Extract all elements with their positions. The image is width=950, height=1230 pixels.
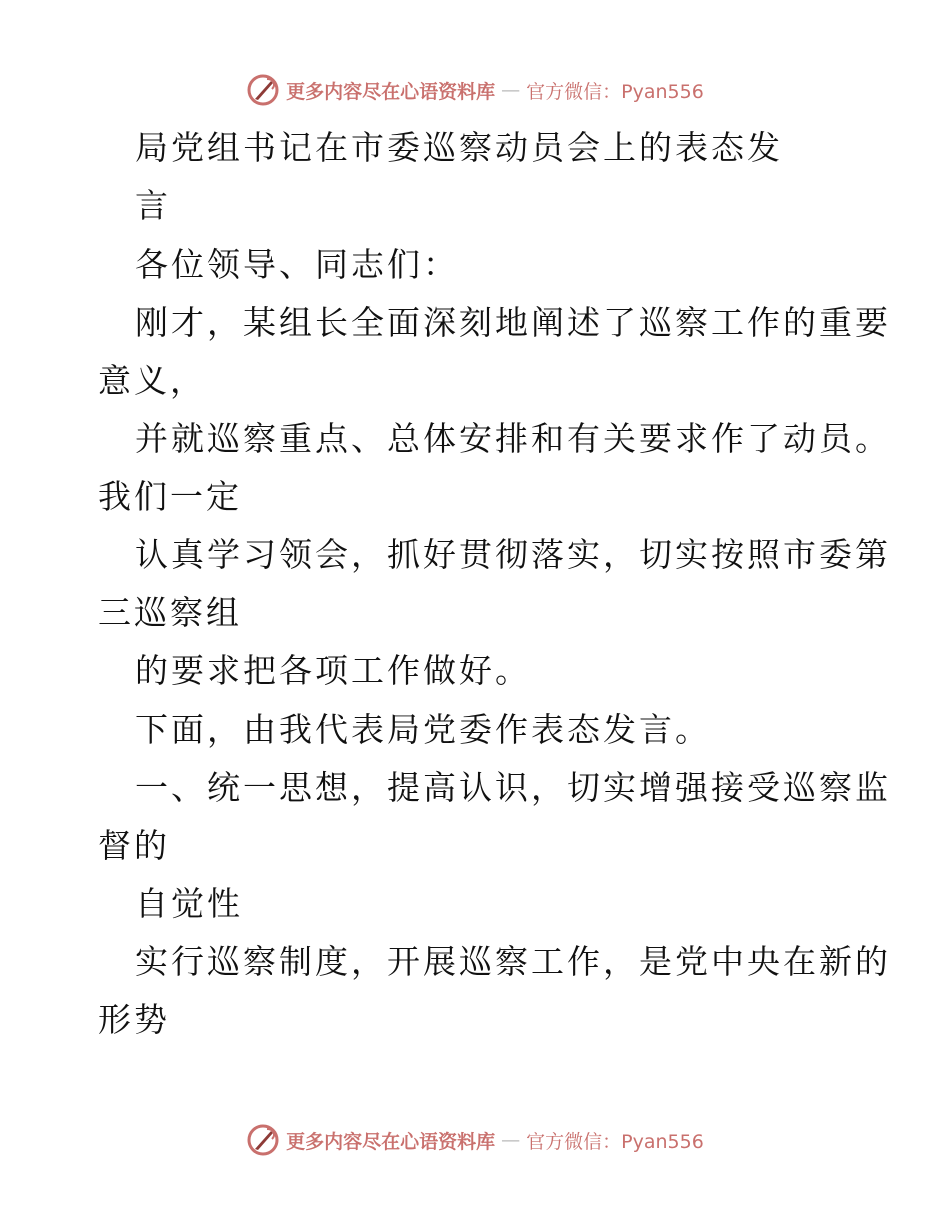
paragraph-line: 实行巡察制度，开展巡察工作，是党中央在新的 xyxy=(135,942,891,981)
paragraph-line: 意义， xyxy=(98,361,206,400)
watermark-separator: — xyxy=(501,1129,521,1151)
section-heading-line-3: 自觉性 xyxy=(135,884,243,923)
paragraph-line: 认真学习领会，抓好贯彻落实，切实按照市委第 xyxy=(135,535,891,574)
paragraph-line: 我们一定 xyxy=(98,477,242,516)
paragraph-line: 三巡察组 xyxy=(98,593,242,632)
document-title-line-1: 局党组书记在市委巡察动员会上的表态发 xyxy=(135,128,783,167)
paragraph-line: 下面，由我代表局党委作表态发言。 xyxy=(135,710,711,749)
watermark-wechat: 官方微信：Pyan556 xyxy=(526,80,704,103)
watermark-brand: 更多内容尽在心语资料库 xyxy=(286,80,496,103)
watermark-separator: — xyxy=(501,79,521,101)
section-heading-line-2: 督的 xyxy=(98,826,170,865)
footer-watermark xyxy=(0,1120,950,1160)
document-title-line-2: 言 xyxy=(135,186,171,225)
watermark-wechat: 官方微信：Pyan556 xyxy=(526,1130,704,1153)
paragraph-line: 的要求把各项工作做好。 xyxy=(135,651,531,690)
salutation: 各位领导、同志们： xyxy=(135,245,459,284)
watermark-brand: 更多内容尽在心语资料库 xyxy=(286,1130,496,1153)
section-heading-line-1: 一、统一思想，提高认识，切实增强接受巡察监 xyxy=(135,768,891,807)
paragraph-line: 并就巡察重点、总体安排和有关要求作了动员。 xyxy=(135,419,891,458)
paragraph-line: 形势 xyxy=(98,1000,170,1039)
quill-logo-icon xyxy=(246,1123,280,1157)
paragraph-line: 刚才，某组长全面深刻地阐述了巡察工作的重要 xyxy=(135,303,891,342)
